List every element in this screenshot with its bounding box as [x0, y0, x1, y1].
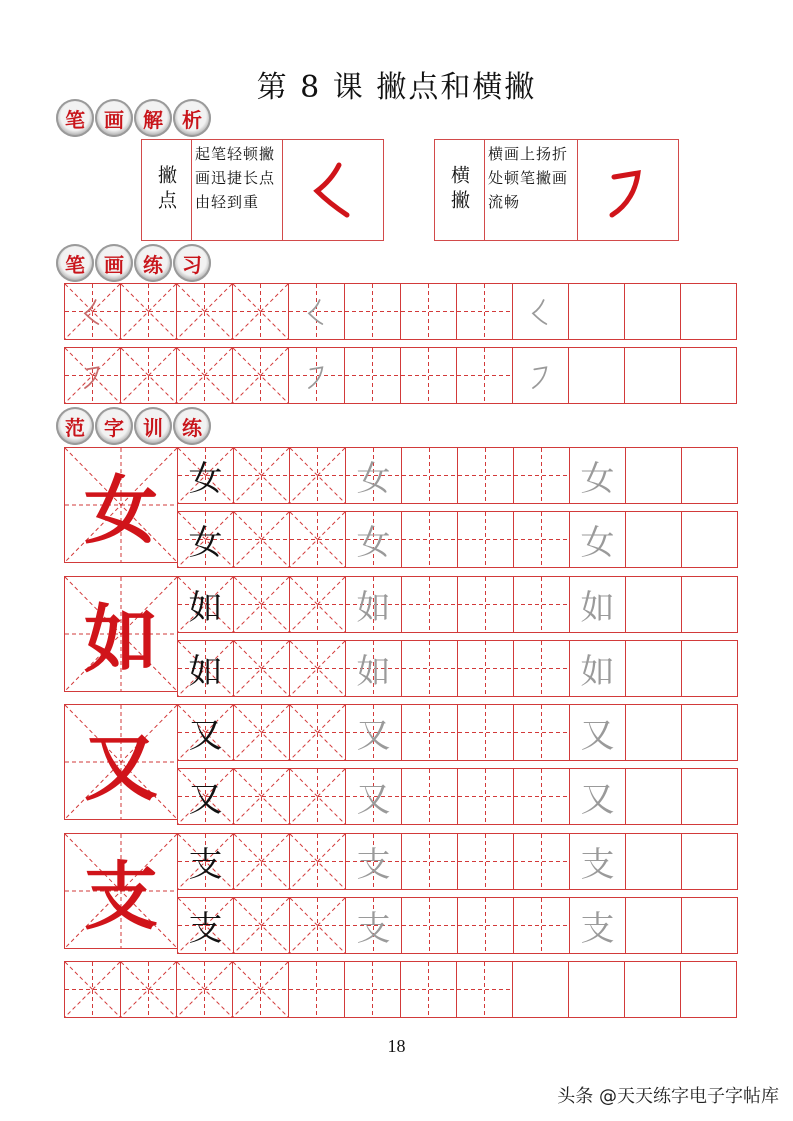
practice-cell	[288, 347, 345, 404]
practice-cell	[456, 347, 513, 404]
model-char-trace: 如	[580, 588, 615, 628]
model-practice-cell	[177, 833, 234, 890]
model-char-sample: 女	[188, 523, 223, 563]
model-practice-cell	[177, 640, 234, 697]
model-practice-cell	[625, 768, 682, 825]
model-char-glyph: 又	[84, 725, 158, 811]
model-char-trace: 又	[580, 716, 615, 756]
blank-cell	[400, 961, 457, 1018]
model-practice-cell	[401, 768, 458, 825]
model-practice-cell	[681, 447, 738, 504]
badge-char: 习	[173, 244, 211, 282]
model-practice-row	[177, 447, 737, 504]
stroke-desc: 起笔轻顿撇画迅捷长点由轻到重	[192, 140, 283, 240]
model-char-trace: 支	[356, 909, 391, 949]
model-practice-row	[177, 511, 737, 568]
model-char-sample: 支	[188, 845, 223, 885]
model-practice-cell	[233, 768, 290, 825]
model-practice-cell	[569, 897, 626, 954]
model-practice-row	[177, 640, 737, 697]
practice-cell	[512, 283, 569, 340]
model-practice-cell	[457, 833, 514, 890]
model-practice-cell	[289, 768, 346, 825]
model-practice-cell	[401, 511, 458, 568]
model-practice-cell	[625, 511, 682, 568]
model-practice-cell	[401, 576, 458, 633]
model-practice-cell	[513, 640, 570, 697]
model-practice-cell	[681, 897, 738, 954]
model-practice-cell	[401, 640, 458, 697]
model-char-trace: 女	[356, 523, 391, 563]
model-practice-cell	[177, 447, 234, 504]
blank-cell	[64, 961, 121, 1018]
model-practice-cell	[457, 447, 514, 504]
model-practice-cell	[569, 447, 626, 504]
practice-cell	[176, 283, 233, 340]
model-practice-cell	[681, 511, 738, 568]
model-practice-cell	[625, 833, 682, 890]
model-practice-cell	[681, 704, 738, 761]
model-char-sample: 又	[188, 716, 223, 756]
model-practice-cell	[345, 640, 402, 697]
practice-cell	[232, 283, 289, 340]
practice-cell	[288, 283, 345, 340]
page-number: 18	[387, 1036, 406, 1056]
model-practice-cell	[457, 768, 514, 825]
model-char-sample: 如	[188, 652, 223, 692]
stroke-practice-row	[64, 283, 736, 340]
model-char-trace: 又	[580, 780, 615, 820]
stroke-sample	[578, 140, 678, 240]
model-practice-cell	[681, 576, 738, 633]
model-practice-cell	[401, 447, 458, 504]
model-practice-cell	[233, 897, 290, 954]
stroke-sample	[283, 140, 383, 240]
badge-char: 练	[134, 244, 172, 282]
model-practice-cell	[401, 833, 458, 890]
badge-char: 字	[95, 407, 133, 445]
badge-char: 析	[173, 99, 211, 137]
model-practice-cell	[345, 704, 402, 761]
stroke-desc: 横画上扬折处顿笔撇画流畅	[485, 140, 578, 240]
badge-char: 解	[134, 99, 172, 137]
model-practice-cell	[625, 576, 682, 633]
model-char-sample: 女	[188, 459, 223, 499]
model-practice-cell	[289, 511, 346, 568]
badge-char: 范	[56, 407, 94, 445]
badge-char: 训	[134, 407, 172, 445]
model-practice-row	[177, 576, 737, 633]
model-practice-cell	[233, 833, 290, 890]
section-badge-analysis	[56, 99, 212, 137]
model-practice-cell	[513, 447, 570, 504]
model-practice-cell	[345, 576, 402, 633]
model-char-trace: 如	[580, 652, 615, 692]
model-char-trace: 支	[580, 845, 615, 885]
model-practice-cell	[569, 704, 626, 761]
model-practice-row	[177, 704, 737, 761]
stroke-label: 撇点	[142, 140, 192, 240]
model-practice-cell	[233, 576, 290, 633]
stroke-practice-row	[64, 347, 736, 404]
model-practice-cell	[513, 511, 570, 568]
blank-cell	[456, 961, 513, 1018]
model-char-sample: 如	[188, 588, 223, 628]
model-practice-cell	[345, 511, 402, 568]
model-practice-cell	[177, 768, 234, 825]
badge-char: 画	[95, 244, 133, 282]
blank-cell	[344, 961, 401, 1018]
model-practice-cell	[625, 640, 682, 697]
model-practice-cell	[457, 704, 514, 761]
model-char-trace: 女	[356, 459, 391, 499]
model-practice-cell	[569, 768, 626, 825]
practice-cell	[232, 347, 289, 404]
model-practice-cell	[345, 447, 402, 504]
model-practice-row	[177, 897, 737, 954]
blank-cell	[288, 961, 345, 1018]
model-practice-cell	[457, 640, 514, 697]
practice-cell	[680, 347, 737, 404]
model-practice-cell	[457, 576, 514, 633]
model-char-trace: 支	[356, 845, 391, 885]
model-char-trace: 如	[356, 588, 391, 628]
model-practice-cell	[289, 576, 346, 633]
badge-char: 练	[173, 407, 211, 445]
stroke-info-2	[434, 139, 679, 241]
model-practice-cell	[401, 704, 458, 761]
section-badge-practice	[56, 244, 212, 282]
model-char-trace: 又	[356, 716, 391, 756]
practice-cell	[456, 283, 513, 340]
model-char-trace: 女	[580, 523, 615, 563]
model-practice-cell	[345, 897, 402, 954]
model-practice-cell	[177, 576, 234, 633]
model-char-trace: 支	[580, 909, 615, 949]
model-practice-cell	[513, 704, 570, 761]
badge-char: 笔	[56, 99, 94, 137]
model-char-glyph: 女	[84, 468, 158, 554]
model-char-sample: 又	[188, 780, 223, 820]
model-practice-cell	[681, 640, 738, 697]
model-practice-cell	[625, 897, 682, 954]
stroke-heng-pie-icon	[598, 155, 658, 225]
section-badge-model	[56, 407, 212, 445]
model-char-trace: 又	[356, 780, 391, 820]
model-char-large	[64, 704, 178, 820]
badge-char: 笔	[56, 244, 94, 282]
model-char-large	[64, 833, 178, 949]
watermark: 头条 @天天练字电子字帖库	[557, 1086, 779, 1107]
practice-cell	[64, 347, 121, 404]
model-char-trace: 女	[580, 459, 615, 499]
practice-cell	[344, 283, 401, 340]
practice-cell	[344, 347, 401, 404]
model-practice-cell	[625, 447, 682, 504]
badge-char: 画	[95, 99, 133, 137]
lesson-title: 第 8 课 撇点和横撇	[256, 70, 537, 105]
blank-cell	[512, 961, 569, 1018]
model-practice-cell	[457, 897, 514, 954]
model-practice-cell	[513, 576, 570, 633]
model-char-large	[64, 576, 178, 692]
blank-cell	[176, 961, 233, 1018]
model-practice-cell	[289, 897, 346, 954]
model-practice-cell	[233, 640, 290, 697]
model-practice-cell	[513, 833, 570, 890]
model-practice-cell	[177, 511, 234, 568]
blank-practice-row	[64, 961, 736, 1018]
blank-cell	[120, 961, 177, 1018]
model-practice-cell	[513, 897, 570, 954]
model-practice-row	[177, 768, 737, 825]
model-practice-cell	[569, 640, 626, 697]
practice-cell	[120, 347, 177, 404]
model-practice-cell	[289, 704, 346, 761]
practice-cell	[400, 283, 457, 340]
model-char-large	[64, 447, 178, 563]
stroke-pie-dian-icon	[303, 155, 363, 225]
practice-cell	[176, 347, 233, 404]
model-practice-cell	[457, 511, 514, 568]
model-practice-cell	[513, 768, 570, 825]
practice-cell	[512, 347, 569, 404]
stroke-info-1	[141, 139, 384, 241]
model-practice-cell	[345, 833, 402, 890]
practice-cell	[624, 347, 681, 404]
model-practice-cell	[177, 704, 234, 761]
practice-cell	[568, 347, 625, 404]
model-practice-cell	[233, 447, 290, 504]
model-practice-cell	[681, 833, 738, 890]
model-practice-cell	[345, 768, 402, 825]
model-practice-cell	[177, 897, 234, 954]
practice-cell	[680, 283, 737, 340]
model-practice-cell	[625, 704, 682, 761]
blank-cell	[232, 961, 289, 1018]
blank-cell	[624, 961, 681, 1018]
model-practice-cell	[569, 576, 626, 633]
model-practice-cell	[289, 833, 346, 890]
model-char-glyph: 支	[84, 854, 158, 940]
model-char-glyph: 如	[84, 597, 158, 683]
stroke-label: 横撇	[435, 140, 485, 240]
blank-cell	[568, 961, 625, 1018]
practice-cell	[400, 347, 457, 404]
model-practice-cell	[569, 833, 626, 890]
model-practice-cell	[569, 511, 626, 568]
practice-cell	[120, 283, 177, 340]
model-practice-cell	[401, 897, 458, 954]
model-practice-cell	[681, 768, 738, 825]
blank-cell	[680, 961, 737, 1018]
practice-cell	[568, 283, 625, 340]
model-practice-cell	[289, 640, 346, 697]
practice-cell	[64, 283, 121, 340]
model-char-trace: 如	[356, 652, 391, 692]
model-practice-cell	[289, 447, 346, 504]
practice-cell	[624, 283, 681, 340]
model-char-sample: 支	[188, 909, 223, 949]
model-practice-cell	[233, 511, 290, 568]
model-practice-cell	[233, 704, 290, 761]
model-practice-row	[177, 833, 737, 890]
